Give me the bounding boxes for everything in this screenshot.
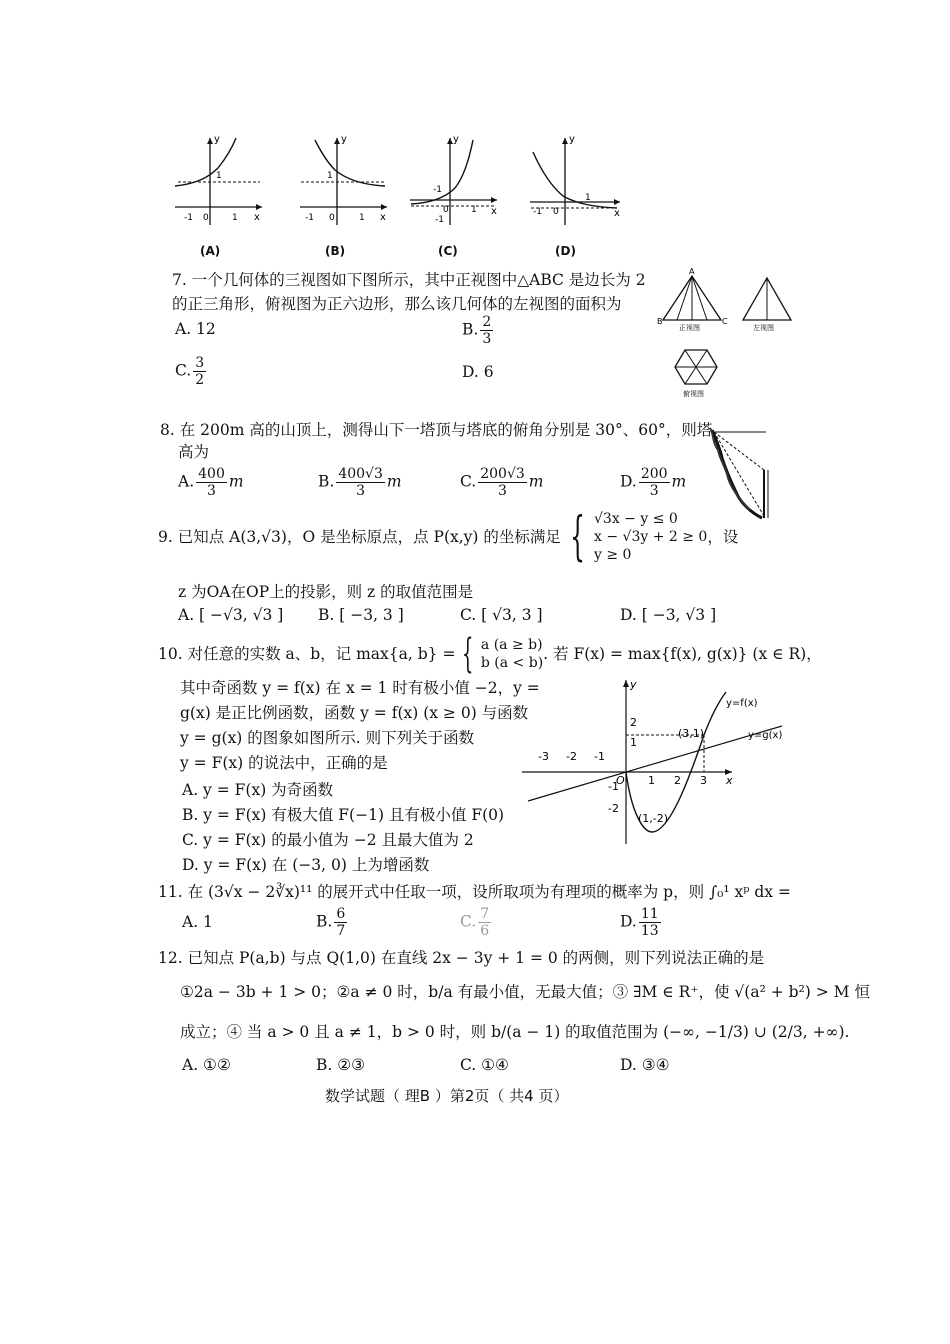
q9-brace-symbol: {	[570, 507, 585, 567]
q10-graph-f-label: y=f(x)	[726, 698, 758, 709]
q8-stem-line1: 8. 在 200m 高的山顶上，测得山下一塔顶与塔底的俯角分别是 30°、60°，则塔	[160, 421, 713, 439]
q9-constraint-rows	[594, 510, 707, 564]
q10-graph-tick-y-neg1: -1	[608, 780, 619, 793]
q8-option-b-unit: m	[386, 472, 402, 491]
q8-sight-line-bottom	[714, 432, 764, 516]
q8-option-b[interactable]	[318, 466, 402, 499]
q7-option-b-prefix: B.	[462, 320, 479, 339]
q7-option-c-den: 2	[195, 372, 205, 388]
q10-graph-g-label: y=g(x)	[748, 730, 783, 741]
q11-option-b[interactable]	[316, 906, 349, 939]
q8-option-a-den: 3	[207, 483, 216, 499]
q8-stem-line2: 高为	[178, 443, 210, 461]
q11-option-d-prefix: D.	[620, 912, 637, 931]
q10-stem-pre: 10. 对任意的实数 a、b，记 max{a, b} =	[158, 645, 456, 663]
q10-graph-tick-y-1: 1	[630, 736, 637, 749]
graph-d-tick-0: 0	[553, 207, 559, 217]
q8-option-b-frac	[336, 466, 385, 499]
q8-option-d[interactable]	[620, 466, 686, 499]
q11-option-c-den: 6	[480, 923, 490, 939]
q7-left-view	[743, 278, 791, 332]
graphs-row	[170, 130, 640, 270]
q7-option-c-num: 3	[195, 355, 205, 371]
q7-point-b: B	[657, 317, 663, 326]
graph-b-tick-1: 1	[327, 171, 333, 181]
q11-stem: 11. 在 (3√x − 2∛x)¹¹ 的展开式中任取一项，设所取项为有理项的概率为 p，则 ∫₀¹ xᵖ dx =	[158, 883, 791, 901]
q7-top-view	[675, 350, 717, 398]
q10-case-2: b (a < b)	[480, 655, 544, 671]
q10-graph-tick-x-neg3: -3	[538, 750, 549, 763]
graph-a-tick-1: 1	[216, 171, 222, 181]
q7-option-b-den: 3	[482, 331, 492, 347]
graph-b-tick-0: 0	[329, 213, 335, 223]
q9-stem-line1	[158, 507, 739, 567]
graph-c-tick-1: 1	[471, 205, 477, 215]
q9-constraint-2: x − √3y + 2 ≥ 0	[594, 529, 708, 545]
q8-option-a[interactable]	[178, 466, 244, 499]
q8-option-a-num: 400	[198, 466, 225, 482]
q7-option-c[interactable]	[175, 355, 208, 388]
q10-graph-origin-label: O	[616, 774, 625, 787]
q7-left-view-label: 左视图	[753, 324, 774, 332]
graph-b-label: (B)	[325, 244, 346, 258]
q10-case-1: a (a ≥ b)	[480, 637, 543, 653]
q11-option-d-frac	[639, 906, 661, 939]
q9-constraint-1: √3x − y ≤ 0	[594, 511, 678, 527]
graph-d-tick-1: 1	[585, 193, 591, 203]
q10-case-rows	[481, 636, 543, 672]
graph-c-label: (C)	[438, 244, 458, 258]
q10-graph-tick-x-1: 1	[648, 774, 655, 787]
q12-line1: 12. 已知点 P(a,b) 与点 Q(1,0) 在直线 2x − 3y + 1 = 0 的两侧，则下列说法正确的是	[158, 949, 765, 967]
graph-a	[175, 134, 262, 225]
graph-b	[300, 134, 387, 225]
graph-c-tick-neg1b: -1	[435, 215, 444, 225]
q7-option-c-prefix: C.	[175, 361, 192, 380]
q9-stem-line2: z 为OA在OP上的投影，则 z 的取值范围是	[178, 583, 474, 601]
q10-option-c[interactable]: C. y = F(x) 的最小值为 −2 且最大值为 2	[182, 831, 474, 849]
q12-option-a[interactable]: A. ①②	[182, 1056, 231, 1074]
graph-d-y-label: y	[569, 134, 575, 145]
q11-option-a[interactable]: A. 1	[182, 913, 213, 931]
q9-option-c[interactable]: C. [ √3, 3 ]	[460, 606, 543, 624]
q9-stem-pre: 9. 已知点 A(3,√3)，O 是坐标原点，点 P(x,y) 的坐标满足	[158, 528, 561, 546]
q8-option-c-prefix: C.	[460, 472, 477, 491]
q7-point-a: A	[689, 267, 695, 276]
q8-option-d-prefix: D.	[620, 472, 637, 491]
q7-option-d[interactable]: D. 6	[462, 363, 494, 381]
q10-graph-tick-x-3: 3	[700, 774, 707, 787]
q8-option-c-num: 200√3	[480, 466, 525, 482]
q12-option-c[interactable]: C. ①④	[460, 1056, 509, 1074]
graph-a-tick-1b: 1	[232, 213, 238, 223]
q10-stem-post: . 若 F(x) = max{f(x), g(x)} (x ∈ R)，	[543, 645, 822, 663]
q11-option-d[interactable]	[620, 906, 663, 939]
q10-graph-tick-x-2: 2	[674, 774, 681, 787]
graph-b-x-label: x	[380, 212, 386, 223]
q10-stem-line1	[158, 631, 822, 677]
q10-max-cases	[455, 631, 544, 677]
graph-d	[530, 134, 620, 225]
q9-constraint-3: y ≥ 0	[594, 547, 632, 563]
q10-g-line	[528, 726, 782, 801]
q8-option-b-den: 3	[356, 483, 366, 499]
graph-b-y-label: y	[341, 134, 347, 145]
q7-front-view-label: 正视图	[679, 324, 700, 332]
graph-d-tick-neg1: -1	[533, 207, 542, 217]
q7-option-b-num: 2	[482, 314, 492, 330]
graph-a-tick-neg1: -1	[184, 213, 193, 223]
q11-option-d-num: 11	[640, 906, 659, 922]
q10-graph	[520, 676, 800, 846]
graph-c-y-label: y	[453, 134, 459, 145]
q11-option-d-den: 13	[640, 923, 659, 939]
q7-three-view-svg	[655, 264, 795, 404]
graph-c-x-label: x	[491, 206, 497, 217]
q7-option-b-frac	[480, 314, 493, 347]
graph-b-tick-1b: 1	[359, 213, 365, 223]
q8-option-d-frac	[639, 466, 670, 499]
q11-option-b-den: 7	[336, 923, 346, 939]
graph-c	[410, 134, 497, 225]
q10-brace-symbol: {	[462, 631, 474, 677]
q7-point-c: C	[722, 317, 728, 326]
q7-stem-line2: 的正三角形，俯视图为正六边形，那么该几何体的左视图的面积为	[172, 295, 622, 313]
q11-option-b-num: 6	[336, 906, 346, 922]
q10-graph-y-label: y	[630, 678, 637, 691]
q10-line3: g(x) 是正比例函数，函数 y = f(x) (x ≥ 0) 与函数	[180, 704, 529, 722]
q10-line5: y = F(x) 的说法中，正确的是	[180, 754, 388, 772]
graph-c-tick-neg1a: -1	[433, 185, 442, 195]
q8-option-a-unit: m	[228, 472, 244, 491]
q12-line2: ①2a − 3b + 1 > 0；②a ≠ 0 时，b/a 有最小值，无最大值；③ ∃M ∈ R⁺，使 √(a² + b²) > M 恒	[180, 983, 870, 1001]
q10-graph-tick-x-neg1: -1	[594, 750, 605, 763]
q11-option-c-frac	[478, 906, 491, 939]
q11-option-c-num: 7	[480, 906, 490, 922]
q9-constraints	[561, 507, 708, 567]
q7-three-view-figure	[655, 264, 795, 404]
q7-front-view	[657, 267, 728, 332]
page-footer: 数学试题（ 理B ）第2页（ 共4 页）	[325, 1087, 569, 1105]
q11-option-b-prefix: B.	[316, 912, 333, 931]
q9-option-d[interactable]: D. [ −3, √3 ]	[620, 606, 717, 624]
q7-option-a[interactable]: A. 12	[175, 320, 216, 338]
q10-y-axis-arrow	[623, 680, 629, 687]
q10-line2: 其中奇函数 y = f(x) 在 x = 1 时有极小值 −2，y =	[180, 679, 540, 697]
q7-stem-line1: 7. 一个几何体的三视图如下图所示，其中正视图中△ABC 是边长为 2	[172, 271, 646, 289]
q8-option-b-num: 400√3	[338, 466, 383, 482]
q12-option-b[interactable]: B. ②③	[316, 1056, 366, 1074]
q10-graph-svg	[520, 676, 800, 846]
q8-option-b-prefix: B.	[318, 472, 335, 491]
q8-option-d-num: 200	[640, 466, 668, 482]
graph-c-tick-0: 0	[443, 205, 449, 215]
q8-mountain-slope	[712, 430, 762, 518]
graph-a-y-label: y	[214, 134, 220, 145]
q12-option-d[interactable]: D. ③④	[620, 1056, 670, 1074]
q11-option-c[interactable]	[460, 906, 493, 939]
q8-option-c-den: 3	[498, 483, 507, 499]
q10-f-curve	[626, 692, 726, 832]
q8-option-d-den: 3	[649, 483, 659, 499]
graph-d-x-label: x	[614, 208, 620, 219]
q7-option-b[interactable]	[462, 314, 495, 347]
q11-option-c-prefix: C.	[460, 912, 477, 931]
q8-option-d-unit: m	[671, 472, 687, 491]
q10-option-d[interactable]: D. y = F(x) 在 (−3, 0) 上为增函数	[182, 856, 430, 874]
q10-graph-tick-y-2: 2	[630, 716, 637, 729]
graphs-svg	[170, 130, 640, 230]
graph-a-label: (A)	[200, 244, 221, 258]
q9-stem-post: ，设	[707, 528, 739, 546]
q10-graph-tick-x-neg2: -2	[566, 750, 577, 763]
q8-mountain-figure	[700, 424, 780, 524]
graph-a-tick-0: 0	[203, 213, 209, 223]
q10-option-b[interactable]: B. y = F(x) 有极大值 F(−1) 且有极小值 F(0)	[182, 806, 505, 824]
graph-a-x-label: x	[254, 212, 260, 223]
q8-option-c[interactable]	[460, 466, 544, 499]
q12-line3: 成立；④ 当 a > 0 且 a ≠ 1，b > 0 时，则 b/(a − 1) 的取值范围为 (−∞, −1/3) ∪ (2/3, +∞).	[180, 1023, 850, 1041]
q10-line4: y = g(x) 的图象如图所示. 则下列关于函数	[180, 729, 475, 747]
q10-graph-tick-y-neg2: -2	[608, 802, 619, 815]
graph-d-label: (D)	[555, 244, 576, 258]
q9-option-a[interactable]: A. [ −√3, √3 ]	[178, 606, 284, 624]
graph-b-tick-neg1: -1	[305, 213, 314, 223]
q8-mountain-svg	[700, 424, 780, 524]
q7-option-c-frac	[193, 355, 206, 388]
q10-option-a[interactable]: A. y = F(x) 为奇函数	[182, 781, 334, 799]
q8-option-c-frac	[478, 466, 527, 499]
q8-option-a-prefix: A.	[178, 472, 195, 491]
q8-option-a-frac	[196, 466, 227, 499]
q7-top-view-label: 俯视图	[683, 390, 704, 398]
q11-option-b-frac	[334, 906, 347, 939]
q9-option-b[interactable]: B. [ −3, 3 ]	[318, 606, 404, 624]
q10-graph-point-1m2: (1,-2)	[638, 812, 669, 825]
q10-graph-x-label: x	[726, 774, 733, 787]
q10-graph-point-31: (3,1)	[678, 727, 705, 740]
q8-option-c-unit: m	[528, 472, 544, 491]
